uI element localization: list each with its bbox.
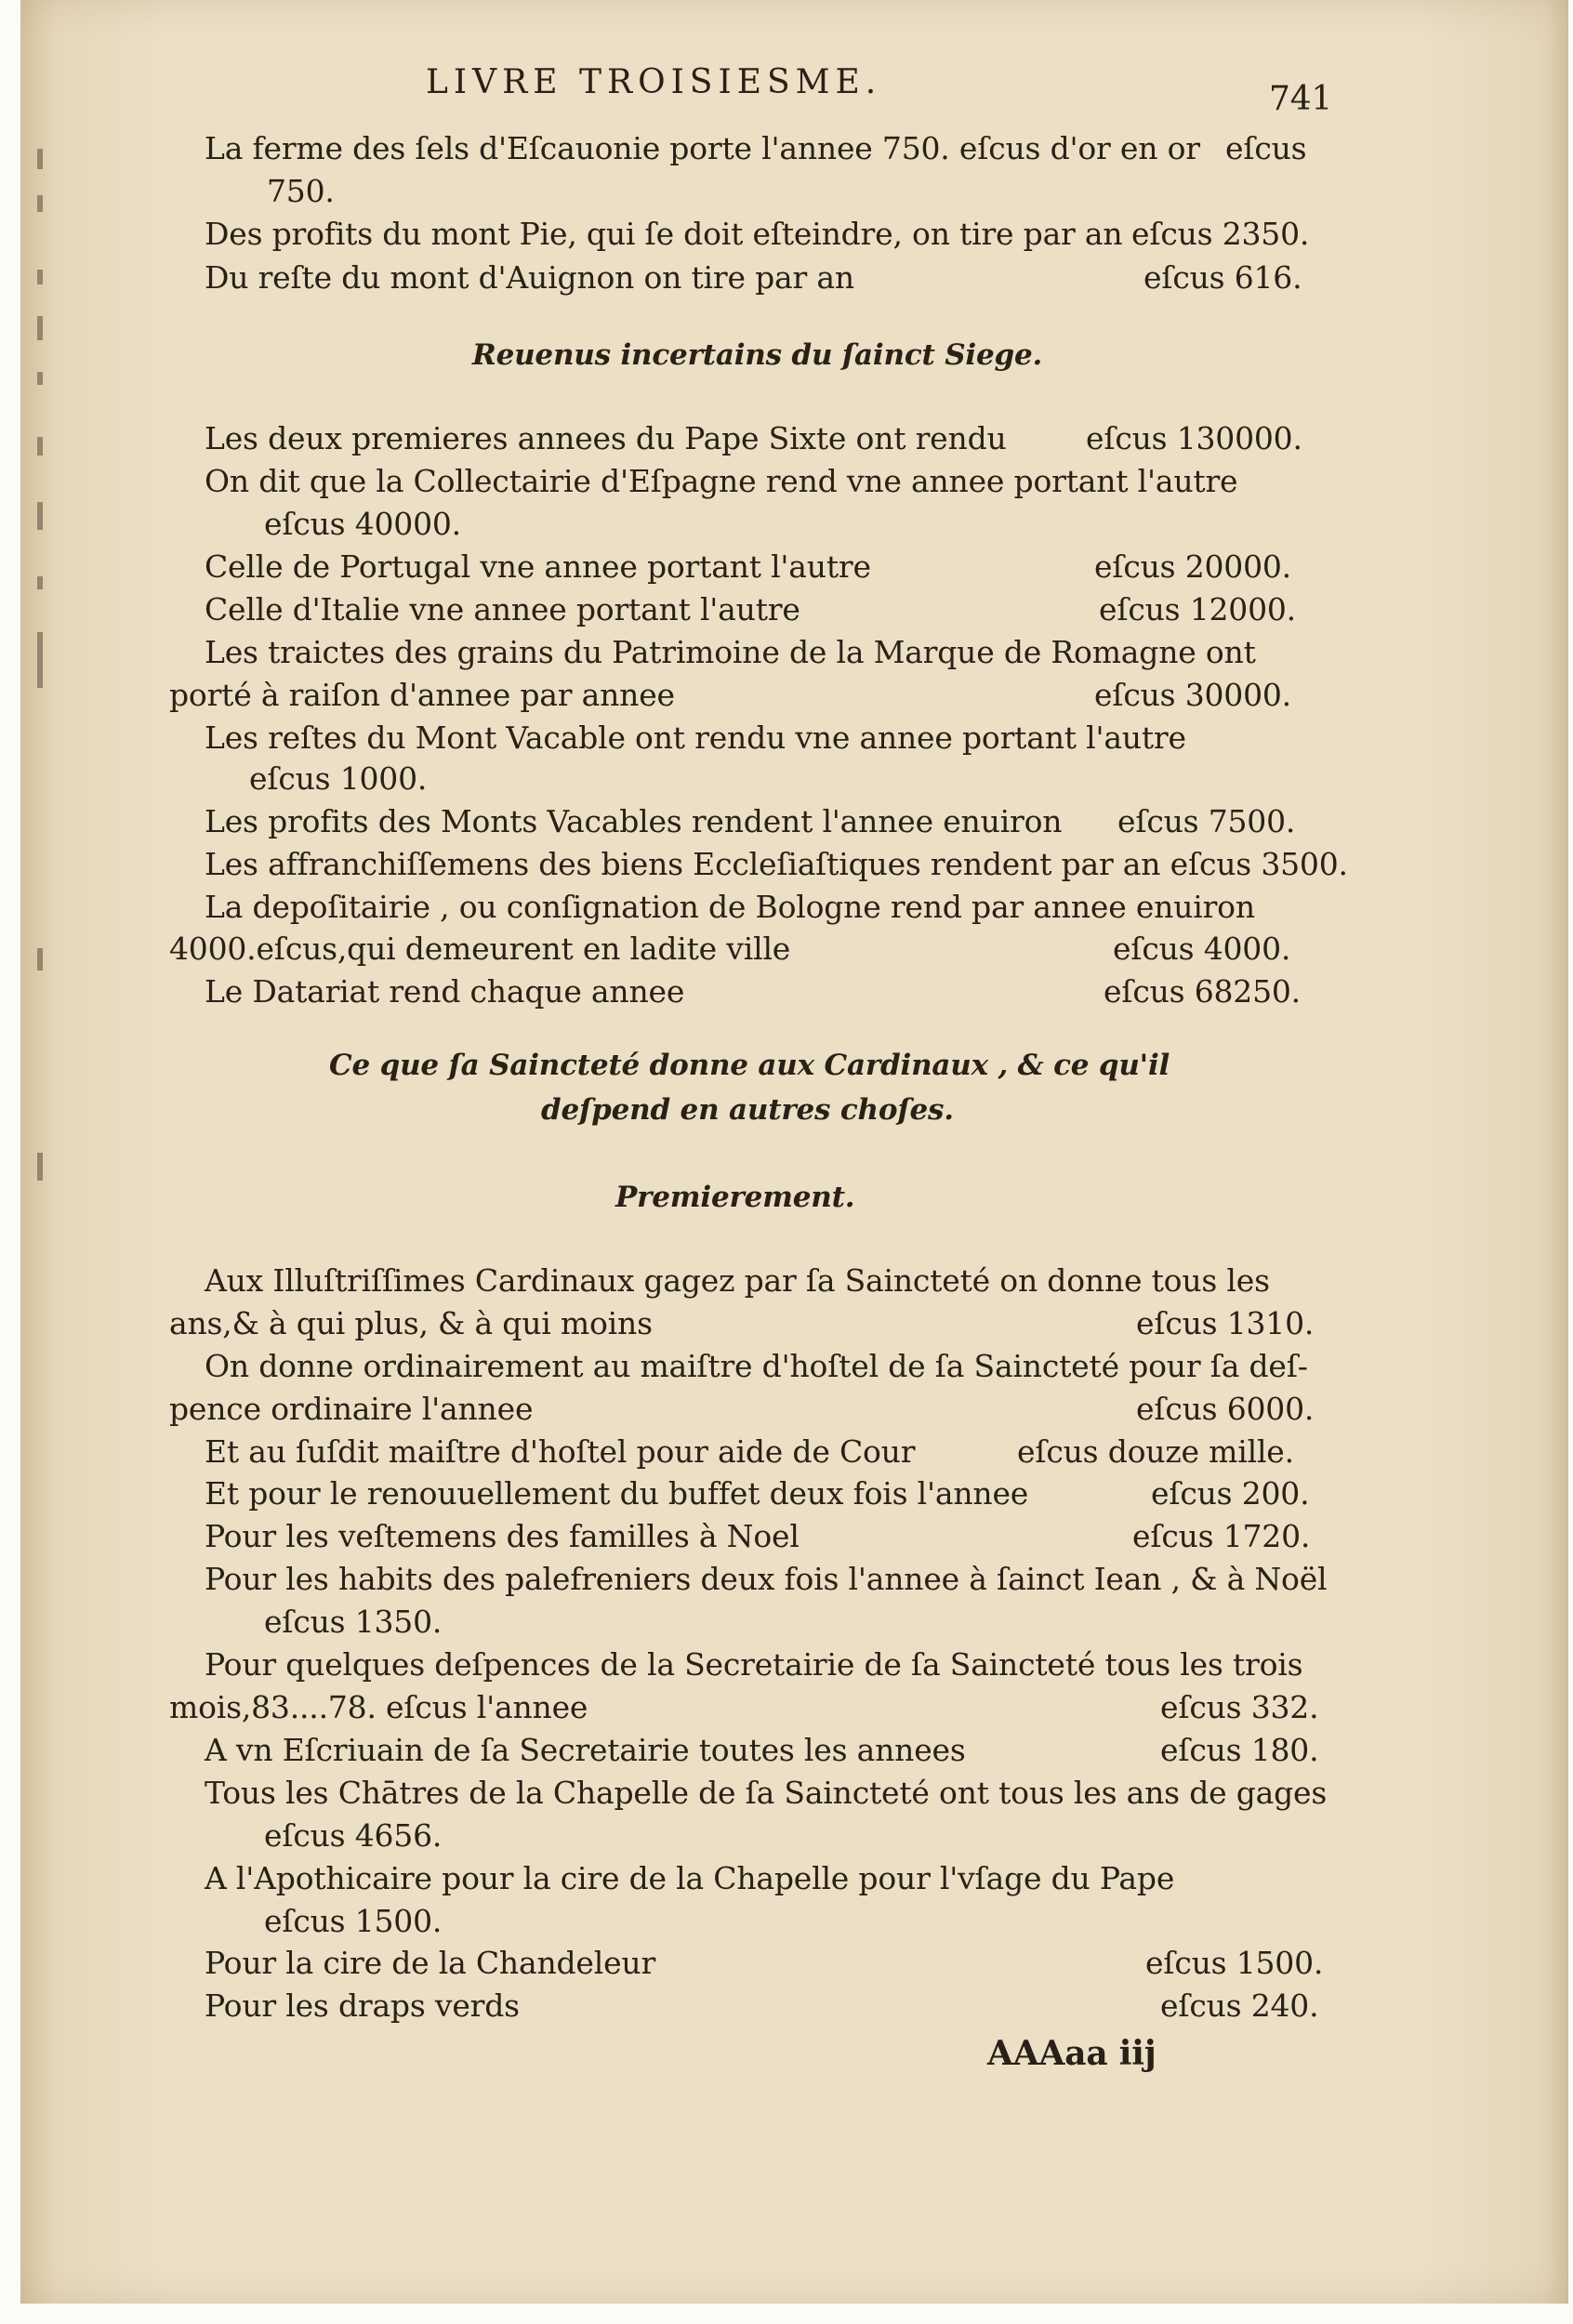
amount: eſcus 130000. [1086,420,1302,456]
amount: eſcus 1720. [1132,1518,1311,1554]
amount: eſcus 1310. [1136,1305,1315,1341]
text-line: Aux Illuſtriſſimes Cardinaux gagez par ſa Saincteté on donne tous les [205,1262,1270,1299]
text-line: Et au ſuſdit maiſtre d'hoſtel pour aide de Cour [205,1433,916,1470]
text-line: Et pour le renouuellement du buffet deux fois l'annee [205,1475,1029,1512]
text-line: Celle de Portugal vne annee portant l'autre [205,548,871,585]
gutter-marks [37,130,56,1246]
text-line: Pour la cire de la Chandeleur [205,1945,656,1981]
text-line: eſcus 40000. [264,506,461,542]
signature-mark: AAAaa iij [987,2034,1157,2073]
text-line: ans,& à qui plus, & à qui moins [169,1305,653,1341]
text-line: Les traictes des grains du Patrimoine de la Marque de Romagne ont [205,634,1256,670]
text-line: Pour les veſtemens des familles à Noel [205,1518,800,1554]
amount: eſcus 6000. [1136,1391,1315,1427]
text-line: eſcus 4656. [264,1817,443,1854]
amount: eſcus 7500. [1117,803,1296,839]
text-line: La depoſitairie , ou conſignation de Bologne rend par annee enuiron [205,889,1255,925]
book-page [20,0,1568,2304]
text-line: Celle d'Italie vne annee portant l'autre [205,591,800,627]
text-line: mois,83....78. eſcus l'annee [169,1689,588,1725]
text-line: 750. [267,173,335,209]
text-line: Pour les draps verds [205,1987,520,2024]
amount: eſcus 30000. [1094,677,1291,713]
text-line: Pour quelques deſpences de la Secretairie de ſa Saincteté tous les trois [205,1646,1303,1683]
text-line: porté à raiſon d'annee par annee [169,677,675,713]
amount: eſcus 68250. [1104,973,1301,1010]
amount: eſcus 4000. [1113,931,1291,967]
amount: eſcus 200. [1151,1475,1310,1512]
section-subtitle: Premierement. [615,1181,855,1214]
text-line: Le Datariat rend chaque annee [205,973,685,1010]
section-title-line-2: deſpend en autres choſes. [541,1093,954,1127]
text-line: Pour les habits des palefreniers deux fois l'annee à ſainct Iean , & à Noël [205,1561,1328,1597]
amount: eſcus [1225,130,1307,166]
section-title: Reuenus incertains du ſainct Siege. [472,338,1043,372]
amount: eſcus douze mille. [1017,1433,1294,1470]
text-line: pence ordinaire l'annee [169,1391,534,1427]
amount: eſcus 12000. [1099,591,1296,627]
amount: eſcus 240. [1160,1987,1319,2024]
text-line: Tous les Chātres de la Chapelle de ſa Saincteté ont tous les ans de gages [205,1775,1328,1811]
text-line: On dit que la Collectairie d'Eſpagne rend vne annee portant l'autre [205,463,1238,499]
text-line: Des profits du mont Pie, qui ſe doit eſteindre, on tire par an [205,216,1123,252]
text-line: eſcus 1000. [249,760,428,797]
page-number: 741 [1269,80,1333,118]
text-line: Les profits des Monts Vacables rendent l'annee enuiron [205,803,1063,839]
amount: eſcus 2350. [1131,216,1310,252]
section-title-line-1: Ce que ſa Saincteté donne aux Cardinaux , & ce qu'il [329,1049,1170,1082]
text-line: eſcus 1350. [264,1604,443,1640]
text-line: Les deux premieres annees du Pape Sixte ont rendu [205,420,1007,456]
amount: eſcus 1500. [1145,1945,1324,1981]
text-line: On donne ordinairement au maiſtre d'hoſtel de ſa Saincteté pour ſa deſ- [205,1348,1308,1384]
text-line: Les reſtes du Mont Vacable ont rendu vne annee portant l'autre [205,720,1186,756]
amount: eſcus 616. [1143,259,1302,296]
amount: eſcus 332. [1160,1689,1319,1725]
amount: eſcus 20000. [1094,548,1291,585]
text-line: 4000.eſcus,qui demeurent en ladite ville [169,931,791,967]
text-line: A vn Eſcriuain de ſa Secretairie toutes les annees [205,1732,966,1768]
text-line: A l'Apothicaire pour la cire de la Chapelle pour l'vſage du Pape [205,1860,1175,1896]
text-line: Du reſte du mont d'Auignon on tire par an [205,259,854,296]
text-line: eſcus 1500. [264,1903,443,1939]
running-title: LIVRE TROISIESME. [426,63,882,101]
amount: eſcus 180. [1160,1732,1319,1768]
text-line: Les affranchiſſemens des biens Eccleſiaſtiques rendent par an eſcus 3500. [205,846,1348,882]
text-line: La ferme des ſels d'Eſcauonie porte l'annee 750. eſcus d'or en or [205,130,1200,166]
